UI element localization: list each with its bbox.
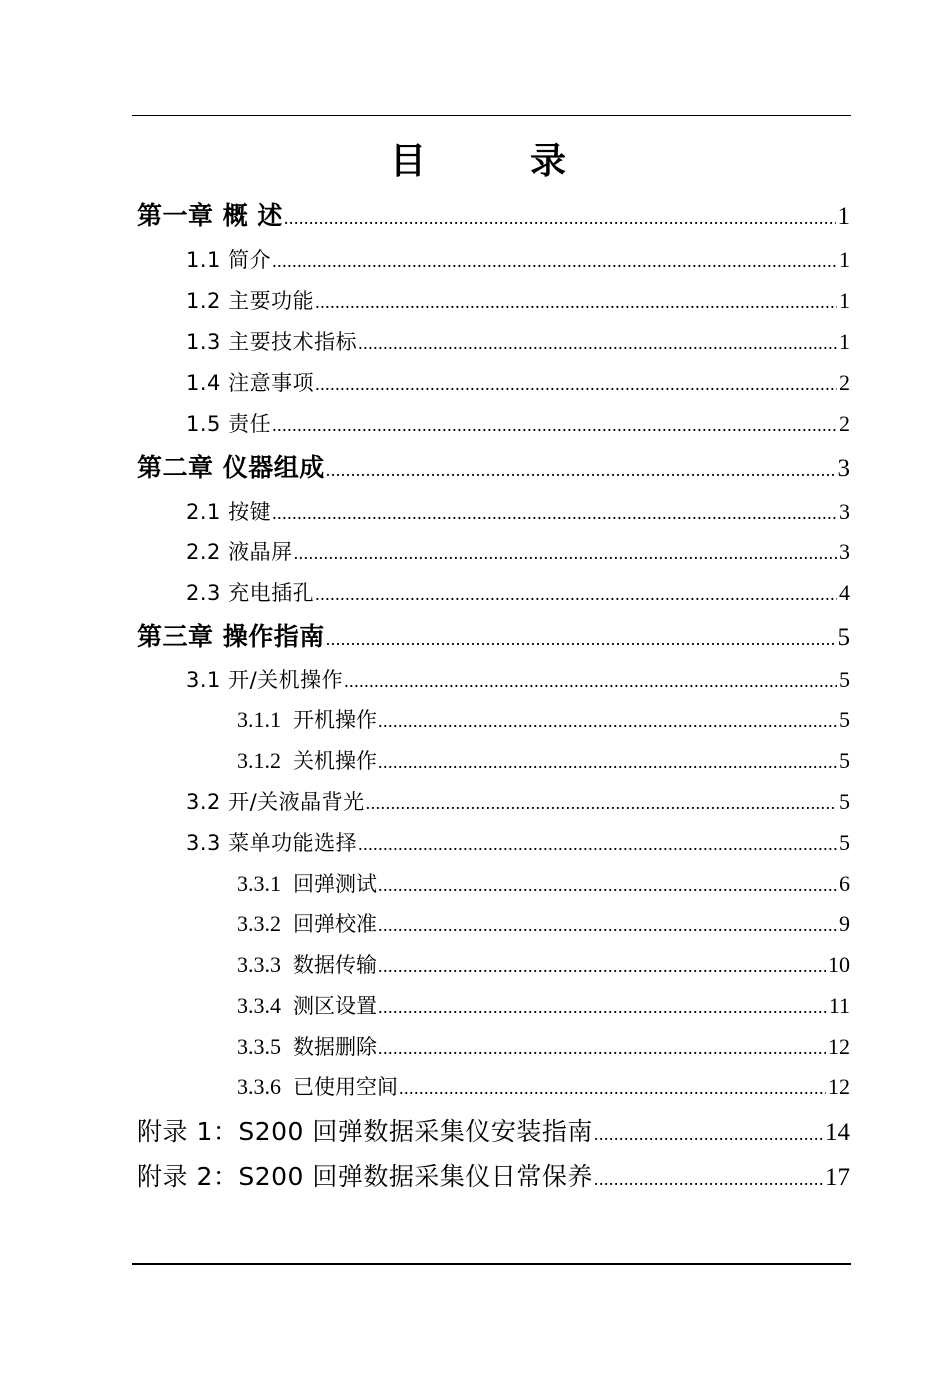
- toc-leader-dots: [284, 208, 836, 229]
- toc-entry-page: 5: [837, 624, 850, 651]
- toc-entry-page: 3: [837, 455, 850, 482]
- toc-entry-appendix-2[interactable]: [0, 1157, 850, 1197]
- toc-entry-page: 5: [839, 748, 850, 773]
- toc-leader-dots: [378, 915, 837, 936]
- toc-entry-2-2[interactable]: [0, 536, 850, 572]
- toc-leader-dots: [594, 1169, 823, 1190]
- toc-entry-number: 3.3.1: [237, 871, 281, 896]
- toc-entry-page: 5: [839, 667, 850, 692]
- toc-entry-page: 12: [828, 1074, 850, 1099]
- toc-leader-dots: [378, 711, 837, 732]
- toc-title: 目 录: [389, 141, 600, 182]
- toc-entry-page: 9: [839, 911, 850, 936]
- toc-entry-label: 测区设置: [293, 994, 377, 1018]
- toc-entry-page: 5: [839, 707, 850, 732]
- toc-leader-dots: [378, 1038, 826, 1059]
- toc-leader-dots: [358, 333, 837, 354]
- toc-entry-label: 1.4 注意事项: [186, 371, 315, 395]
- toc-entry-page: 14: [825, 1119, 850, 1146]
- toc-entry-3-3[interactable]: [0, 827, 850, 863]
- toc-leader-dots: [315, 584, 837, 605]
- toc-entry-page: 11: [828, 993, 850, 1018]
- toc-leader-dots: [315, 292, 837, 313]
- toc-entry-label: 3.2 开/关液晶背光: [186, 790, 365, 814]
- toc-leader-dots: [272, 503, 837, 524]
- toc-entry-label: 3.3 菜单功能选择: [186, 831, 358, 855]
- toc-leader-dots: [272, 415, 837, 436]
- toc-entry-3-3-6[interactable]: [0, 1071, 850, 1107]
- toc-entry-page: 1: [839, 329, 850, 354]
- toc-leader-dots: [399, 1078, 826, 1099]
- toc-entry-page: 2: [839, 411, 850, 436]
- toc-entry-label: 第三章 操作指南: [137, 622, 325, 651]
- toc-entry-label: 附录 2：S200 回弹数据采集仪日常保养: [137, 1162, 593, 1191]
- toc-leader-dots: [344, 671, 837, 692]
- toc-entry-page: 5: [839, 789, 850, 814]
- toc-entry-number: 3.3.2: [237, 911, 281, 936]
- toc-entry-1-5[interactable]: [0, 408, 850, 444]
- toc-entry-label: 2.1 按键: [186, 500, 272, 524]
- toc-entry-3-1-1[interactable]: [0, 704, 850, 740]
- toc-entry-label: 1.1 简介: [186, 248, 272, 272]
- toc-leader-dots: [378, 875, 837, 896]
- toc-entry-page: 3: [839, 539, 850, 564]
- toc-leader-dots: [326, 629, 836, 650]
- toc-entry-chapter-2[interactable]: [0, 448, 850, 488]
- toc-entry-page: 2: [839, 370, 850, 395]
- toc-entry-page: 4: [839, 580, 850, 605]
- toc-entry-label: 回弹测试: [293, 872, 377, 896]
- toc-leader-dots: [378, 752, 837, 773]
- toc-leader-dots: [594, 1124, 823, 1145]
- toc-entry-label: 第一章 概 述: [137, 201, 283, 230]
- toc-entry-1-4[interactable]: [0, 367, 850, 403]
- toc-entry-2-1[interactable]: [0, 496, 850, 532]
- toc-entry-1-2[interactable]: [0, 285, 850, 321]
- toc-entry-number: 3.3.4: [237, 993, 281, 1018]
- toc-entry-1-1[interactable]: [0, 244, 850, 280]
- toc-entry-label: 2.3 充电插孔: [186, 581, 315, 605]
- toc-entry-number: 3.3.6: [237, 1074, 281, 1099]
- toc-entry-number: 3.1.1: [237, 707, 281, 732]
- toc-leader-dots: [366, 793, 837, 814]
- toc-entry-label: 1.5 责任: [186, 412, 272, 436]
- toc-entry-label: 数据删除: [293, 1035, 377, 1059]
- toc-entry-3-3-4[interactable]: [0, 990, 850, 1026]
- toc-entry-3-1[interactable]: [0, 664, 850, 700]
- toc-entry-label: 3.1 开/关机操作: [186, 668, 344, 692]
- toc-entry-chapter-3[interactable]: [0, 617, 850, 657]
- toc-entry-3-3-3[interactable]: [0, 949, 850, 985]
- toc-entry-label: 2.2 液晶屏: [186, 540, 293, 564]
- toc-entry-label: 数据传输: [293, 953, 377, 977]
- toc-entry-label: 关机操作: [293, 749, 377, 773]
- toc-entry-page: 1: [839, 247, 850, 272]
- toc-entry-3-3-1[interactable]: [0, 868, 850, 904]
- toc-entry-label: 回弹校准: [293, 912, 377, 936]
- toc-entry-3-3-2[interactable]: [0, 908, 850, 944]
- toc-entry-chapter-1[interactable]: [0, 196, 850, 236]
- toc-entry-label: 第二章 仪器组成: [137, 453, 325, 482]
- toc-entry-label: 1.3 主要技术指标: [186, 330, 358, 354]
- toc-leader-dots: [315, 374, 837, 395]
- toc-entry-page: 6: [839, 871, 850, 896]
- toc-leader-dots: [294, 543, 837, 564]
- toc-entry-number: 3.3.5: [237, 1034, 281, 1059]
- toc-entry-page: 1: [839, 288, 850, 313]
- toc-entry-label: 开机操作: [293, 708, 377, 732]
- toc-entry-page: 17: [825, 1164, 850, 1191]
- toc-entry-label: 附录 1：S200 回弹数据采集仪安装指南: [137, 1117, 593, 1146]
- toc-leader-dots: [378, 956, 826, 977]
- toc-leader-dots: [358, 834, 837, 855]
- toc-leader-dots: [378, 997, 827, 1018]
- toc-entry-page: 1: [837, 203, 850, 230]
- toc-entry-3-3-5[interactable]: [0, 1031, 850, 1067]
- toc-leader-dots: [326, 460, 836, 481]
- toc-entry-3-2[interactable]: [0, 786, 850, 822]
- toc-entry-page: 5: [839, 830, 850, 855]
- toc-entry-number: 3.1.2: [237, 748, 281, 773]
- toc-entry-label: 1.2 主要功能: [186, 289, 315, 313]
- top-rule: [132, 115, 851, 116]
- toc-entry-page: 12: [828, 1034, 850, 1059]
- toc-entry-1-3[interactable]: [0, 326, 850, 362]
- toc-leader-dots: [272, 251, 837, 272]
- toc-entry-page: 3: [839, 499, 850, 524]
- toc-entry-2-3[interactable]: [0, 577, 850, 613]
- bottom-rule: [132, 1263, 851, 1265]
- toc-entry-3-1-2[interactable]: [0, 745, 850, 781]
- toc-entry-appendix-1[interactable]: [0, 1112, 850, 1152]
- toc-entry-label: 已使用空间: [293, 1075, 398, 1099]
- toc-entry-number: 3.3.3: [237, 952, 281, 977]
- toc-entry-page: 10: [828, 952, 850, 977]
